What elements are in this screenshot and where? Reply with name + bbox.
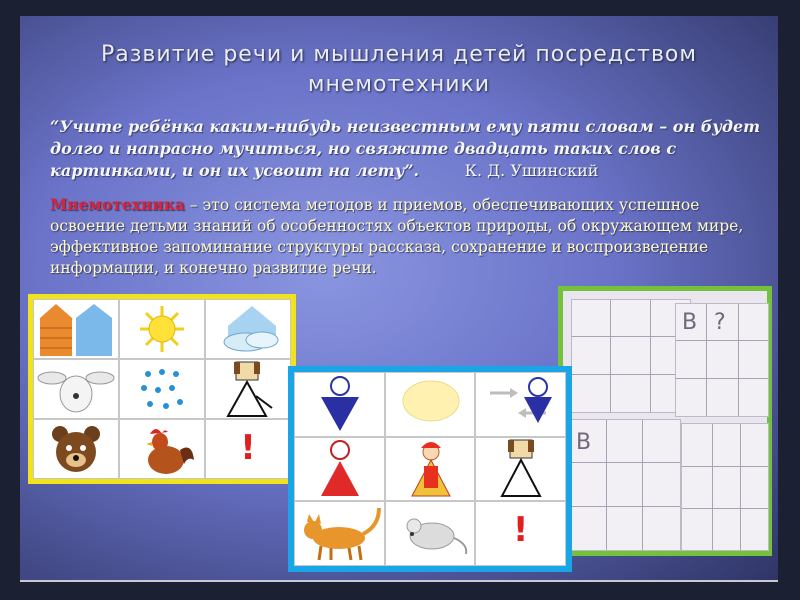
sketch-sheet-4 [681,423,769,551]
exclamation-icon [205,419,291,479]
arrows-icon [475,372,566,437]
definition-text: – это система методов и приемов, обеспечивающих успешное освоение детьми знаний об особенностях объектов природы, об окружающем мире, эффективное запоминание структуры рассказа, сохранение и воспроизведение информации, и конечно развитие речи. [50,196,744,277]
sketch-sheet-3 [569,419,681,551]
quote-text: “Учите ребёнка каким-нибудь неизвестным ему пяти словам – он будет долго и напрасно мучиться, но свяжите двадцать таких слов с картинками, и он их усвоит на лету”. [50,117,761,180]
boy-symbol-icon [294,372,385,437]
dog-symbol-icon [475,437,566,502]
mouse-icon [385,501,476,566]
quote-author: К. Д. Ушинский [464,161,599,180]
house-icon [33,299,119,359]
slide [20,16,778,582]
mnemonic-table-yellow [28,294,296,484]
hare-icon [33,359,119,419]
sketch-sheet-2 [675,303,769,417]
bear-icon [33,419,119,479]
bottom-divider [20,580,778,582]
sketch-letter-2: ? [714,310,726,335]
mnemonic-sketch-sheets [558,286,772,556]
quote [50,116,770,182]
bread-icon [385,372,476,437]
mnemonic-table-blue [288,366,572,572]
rooster-icon [119,419,205,479]
title-line-1: Развитие речи и мышления детей посредством [100,42,697,67]
girl-symbol-icon [294,437,385,502]
rain-icon [119,359,205,419]
doll-icon [385,437,476,502]
title-line-2: мнемотехники [307,72,491,97]
definition [50,194,770,279]
exclamation-icon [475,501,566,566]
slide-title [20,40,778,100]
sun-icon [119,299,205,359]
dog-icon [205,359,291,419]
cat-icon [294,501,385,566]
exclamation-mark: ! [240,428,256,468]
cloud-icon [205,299,291,359]
exclamation-mark: ! [512,510,529,551]
sketch-letter-1: В [682,310,698,335]
sketch-letter-3: В [576,430,592,455]
sketch-sheet-1 [571,299,691,413]
definition-term: Мнемотехника [50,195,185,214]
